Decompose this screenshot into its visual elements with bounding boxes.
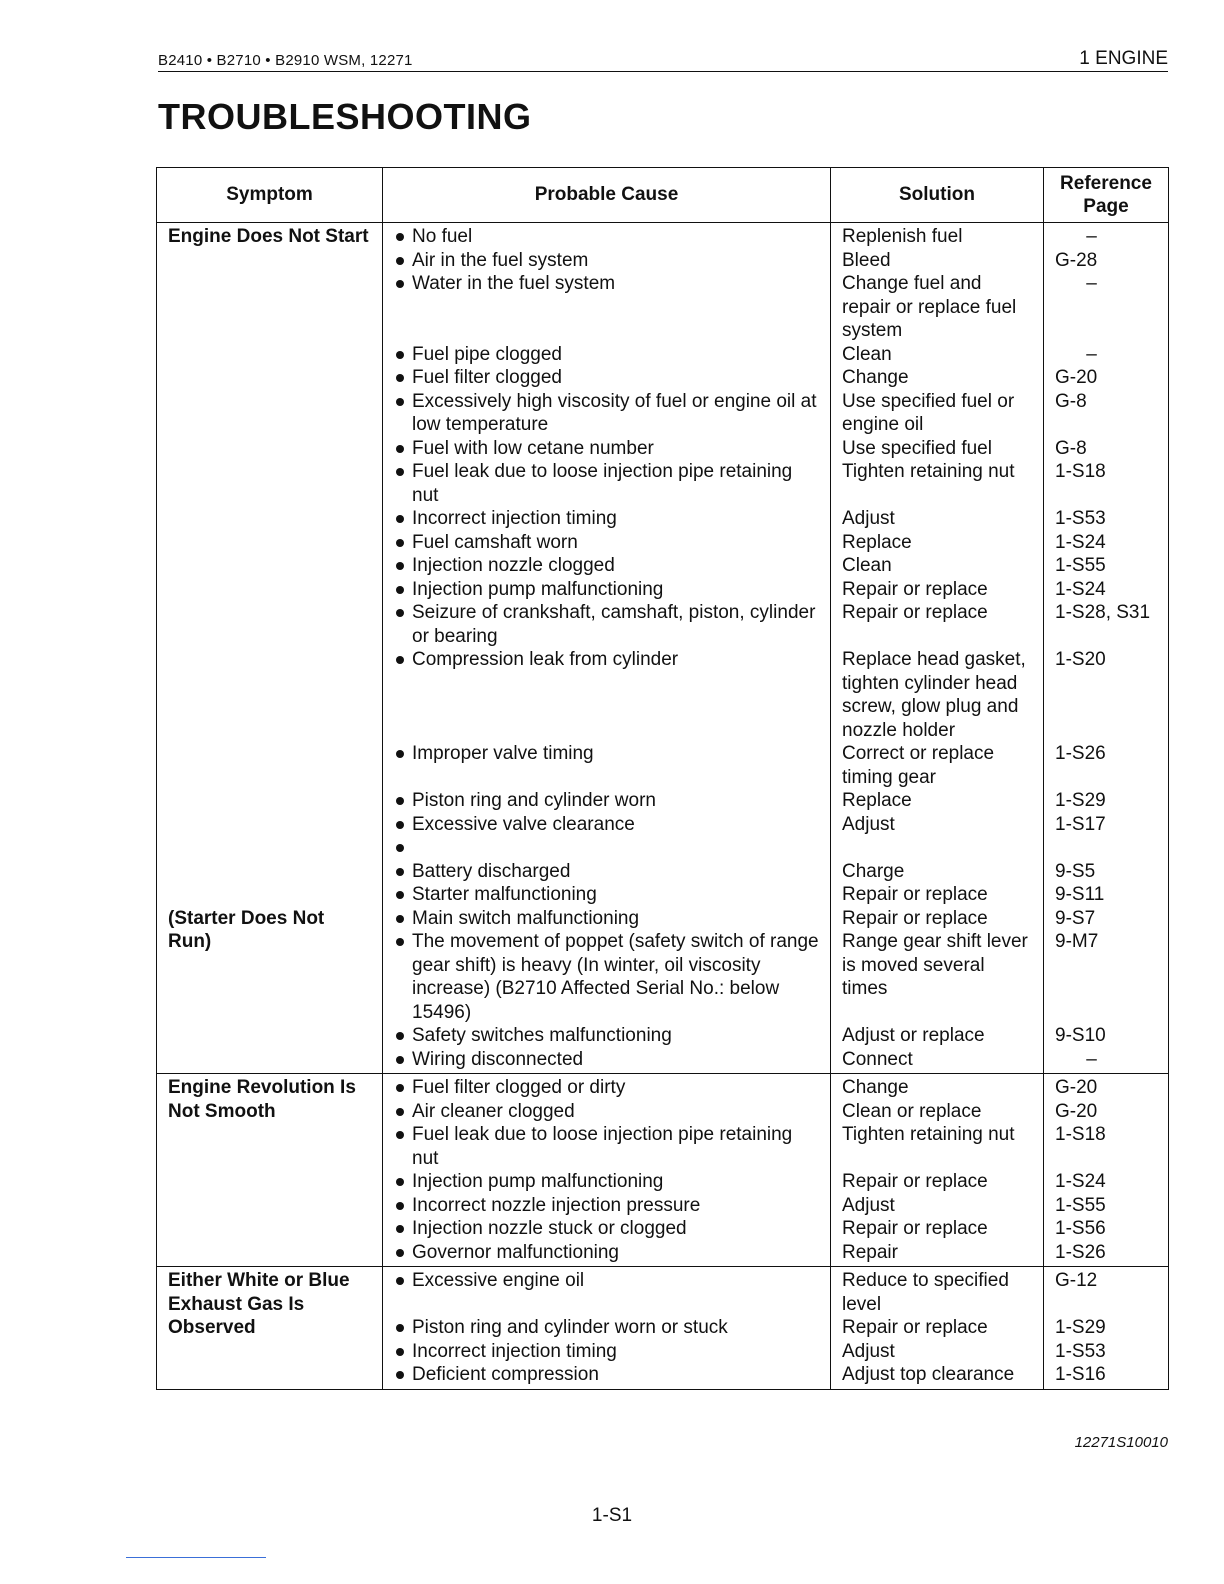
solution-item: Repair or replace xyxy=(842,907,988,929)
sub-symptom-label: (Starter Does Not Run) xyxy=(168,907,325,952)
reference-item: 9-S5 xyxy=(1055,860,1096,882)
cause-cell xyxy=(383,223,831,1074)
reference-item: – xyxy=(1086,226,1097,247)
cause-item: No fuel xyxy=(394,225,820,249)
cause-cell xyxy=(383,1267,831,1390)
cause-item: Injection pump malfunctioning xyxy=(394,1170,820,1194)
cause-item: Safety switches malfunctioning xyxy=(394,1024,820,1048)
reference-item: 1-S28, S31 xyxy=(1055,602,1151,623)
cause-item: Excessive valve clearance xyxy=(394,813,820,837)
table-row xyxy=(157,223,1169,1074)
solution-item: Clean or replace xyxy=(842,1100,982,1122)
reference-item: 1-S53 xyxy=(1055,1340,1106,1362)
running-header xyxy=(158,49,1168,72)
row-gap xyxy=(842,836,1033,860)
reference-item: 1-S24 xyxy=(1055,1171,1106,1192)
column-header-probable-cause: Probable Cause xyxy=(383,168,831,223)
solution-list xyxy=(842,225,1033,1071)
solution-item: Clean xyxy=(842,343,892,365)
reference-item: 1-S18 xyxy=(1055,461,1106,482)
solution-item: Adjust xyxy=(842,1340,895,1362)
cause-list xyxy=(394,1076,820,1264)
solution-item: Replace xyxy=(842,790,912,811)
cause-item: Incorrect injection timing xyxy=(394,1340,820,1364)
solution-item: Replace xyxy=(842,531,912,553)
reference-item: G-8 xyxy=(1055,437,1087,459)
section-name: 1 ENGINE xyxy=(1079,48,1168,69)
solution-item: Replenish fuel xyxy=(842,226,963,247)
cause-item: Injection nozzle clogged xyxy=(394,554,820,578)
cause-list xyxy=(394,1269,820,1387)
troubleshooting-table xyxy=(156,167,1169,1390)
solution-item: Adjust xyxy=(842,508,895,529)
reference-item: 9-S10 xyxy=(1055,1025,1106,1046)
reference-item: 1-S18 xyxy=(1055,1124,1106,1145)
reference-item: 1-S55 xyxy=(1055,1194,1106,1216)
cause-item: Water in the fuel system xyxy=(394,272,820,343)
reference-item: 1-S24 xyxy=(1055,578,1106,600)
reference-item: 1-S26 xyxy=(1055,743,1106,764)
solution-item: Repair or replace xyxy=(842,602,988,623)
cause-item: Fuel pipe clogged xyxy=(394,343,820,367)
solution-item: Repair or replace xyxy=(842,1317,988,1338)
cause-item: Fuel filter clogged or dirty xyxy=(394,1076,820,1100)
cause-item: Deficient compression xyxy=(394,1363,820,1387)
row-gap xyxy=(394,836,820,860)
cause-item: Fuel leak due to loose injection pipe retaining nut xyxy=(394,460,820,507)
reference-list xyxy=(1055,225,1158,1071)
scan-artifact-line xyxy=(126,1557,266,1558)
solution-item: Tighten retaining nut xyxy=(842,461,1015,482)
solution-item: Change fuel and repair or replace fuel system xyxy=(842,273,1017,341)
cause-item: Excessively high viscosity of fuel or engine oil at low temperature xyxy=(394,390,820,437)
cause-cell xyxy=(383,1074,831,1267)
solution-item: Change xyxy=(842,1077,909,1098)
solution-item: Repair or replace xyxy=(842,884,988,905)
solution-item: Repair xyxy=(842,1241,898,1263)
solution-item: Bleed xyxy=(842,249,891,271)
reference-item: G-20 xyxy=(1055,367,1098,388)
reference-item: – xyxy=(1086,273,1097,294)
solution-list xyxy=(842,1269,1033,1387)
solution-item: Change xyxy=(842,367,909,388)
solution-item: Connect xyxy=(842,1048,913,1070)
solution-item: Repair or replace xyxy=(842,578,988,600)
reference-item: – xyxy=(1086,343,1097,365)
solution-item: Tighten retaining nut xyxy=(842,1124,1015,1145)
reference-list xyxy=(1055,1076,1158,1264)
cause-item: Piston ring and cylinder worn xyxy=(394,789,820,813)
symptom-label: Engine Does Not Start xyxy=(168,226,369,247)
table-body xyxy=(157,223,1169,1390)
reference-item: 1-S53 xyxy=(1055,508,1106,529)
solution-item: Correct or replace timing gear xyxy=(842,743,995,788)
solution-item: Repair or replace xyxy=(842,1218,988,1239)
solution-item: Use specified fuel or engine oil xyxy=(842,390,1015,435)
page-title: TROUBLESHOOTING xyxy=(158,96,532,137)
cause-item: Excessive engine oil xyxy=(394,1269,820,1316)
solution-item: Adjust xyxy=(842,813,895,835)
reference-item: 1-S56 xyxy=(1055,1218,1106,1239)
cause-item: Fuel camshaft worn xyxy=(394,531,820,555)
cause-list xyxy=(394,225,820,1071)
solution-cell xyxy=(831,223,1044,1074)
solution-item: Replace head gasket, tighten cylinder head screw, glow plug and nozzle holder xyxy=(842,649,1026,741)
solution-list xyxy=(842,1076,1033,1264)
symptom-cell xyxy=(157,1074,383,1267)
cause-item: Incorrect nozzle injection pressure xyxy=(394,1194,820,1218)
symptom-label: Engine Revolution Is Not Smooth xyxy=(168,1077,356,1122)
reference-item: 1-S26 xyxy=(1055,1241,1106,1263)
solution-cell xyxy=(831,1267,1044,1390)
cause-item: Improper valve timing xyxy=(394,742,820,789)
reference-cell xyxy=(1044,223,1169,1074)
solution-item: Reduce to specified level xyxy=(842,1270,1009,1315)
reference-item: 1-S17 xyxy=(1055,813,1106,835)
solution-item: Adjust or replace xyxy=(842,1025,985,1046)
cause-item: Air in the fuel system xyxy=(394,249,820,273)
reference-item: 9-S7 xyxy=(1055,907,1096,929)
reference-item: 1-S20 xyxy=(1055,649,1106,670)
solution-item: Use specified fuel xyxy=(842,437,992,459)
cause-item: Seizure of crankshaft, camshaft, piston, cylinder or bearing xyxy=(394,601,820,648)
cause-item: Fuel filter clogged xyxy=(394,366,820,390)
solution-item: Charge xyxy=(842,860,905,882)
cause-item: The movement of poppet (safety switch of range gear shift) is heavy (In winter, oil viscosity increase) (B2710 Affected Serial No.: below 15496) xyxy=(394,930,820,1024)
symptom-label: Either White or Blue Exhaust Gas Is Observed xyxy=(168,1270,350,1338)
cause-item: Starter malfunctioning xyxy=(394,883,820,907)
cause-item: Incorrect injection timing xyxy=(394,507,820,531)
reference-item: 1-S29 xyxy=(1055,790,1106,811)
symptom-cell xyxy=(157,223,383,1074)
cause-item: Governor malfunctioning xyxy=(394,1241,820,1265)
solution-cell xyxy=(831,1074,1044,1267)
solution-item: Repair or replace xyxy=(842,1171,988,1192)
reference-cell xyxy=(1044,1074,1169,1267)
cause-item: Fuel leak due to loose injection pipe retaining nut xyxy=(394,1123,820,1170)
solution-item: Adjust xyxy=(842,1194,895,1216)
reference-item: 9-M7 xyxy=(1055,931,1099,952)
solution-item: Range gear shift lever is moved several times xyxy=(842,931,1028,999)
page-number: 1-S1 xyxy=(591,1505,633,1526)
cause-item: Battery discharged xyxy=(394,860,820,884)
symptom-cell xyxy=(157,1267,383,1390)
reference-item: 9-S11 xyxy=(1055,884,1105,905)
solution-item: Adjust top clearance xyxy=(842,1364,1015,1385)
reference-item: – xyxy=(1086,1048,1097,1070)
table-row xyxy=(157,1267,1169,1390)
solution-item: Clean xyxy=(842,555,892,576)
cause-item: Air cleaner clogged xyxy=(394,1100,820,1124)
reference-item: G-20 xyxy=(1055,1100,1098,1122)
reference-item: G-20 xyxy=(1055,1077,1098,1098)
reference-item: 1-S29 xyxy=(1055,1317,1106,1338)
table-header-row xyxy=(157,168,1169,223)
table-row xyxy=(157,1074,1169,1267)
reference-item: G-12 xyxy=(1055,1270,1098,1291)
reference-cell xyxy=(1044,1267,1169,1390)
cause-item: Injection pump malfunctioning xyxy=(394,578,820,602)
cause-item: Main switch malfunctioning xyxy=(394,907,820,931)
reference-item: G-28 xyxy=(1055,249,1098,271)
cause-item: Fuel with low cetane number xyxy=(394,437,820,461)
reference-item: G-8 xyxy=(1055,390,1087,412)
figure-code: 12271S10010 xyxy=(1074,1434,1168,1451)
cause-item: Compression leak from cylinder xyxy=(394,648,820,742)
cause-item: Wiring disconnected xyxy=(394,1048,820,1072)
column-header-reference-page: Reference Page xyxy=(1044,168,1169,223)
reference-list xyxy=(1055,1269,1158,1387)
reference-item: 1-S24 xyxy=(1055,531,1106,553)
reference-item: 1-S16 xyxy=(1055,1364,1106,1385)
cause-item: Injection nozzle stuck or clogged xyxy=(394,1217,820,1241)
column-header-solution: Solution xyxy=(831,168,1044,223)
symptom-spacer xyxy=(168,249,372,907)
cause-item: Piston ring and cylinder worn or stuck xyxy=(394,1316,820,1340)
column-header-symptom: Symptom xyxy=(157,168,383,223)
reference-item: 1-S55 xyxy=(1055,555,1106,576)
row-gap xyxy=(1055,836,1158,860)
manual-identifier: B2410 • B2710 • B2910 WSM, 12271 xyxy=(158,52,413,69)
